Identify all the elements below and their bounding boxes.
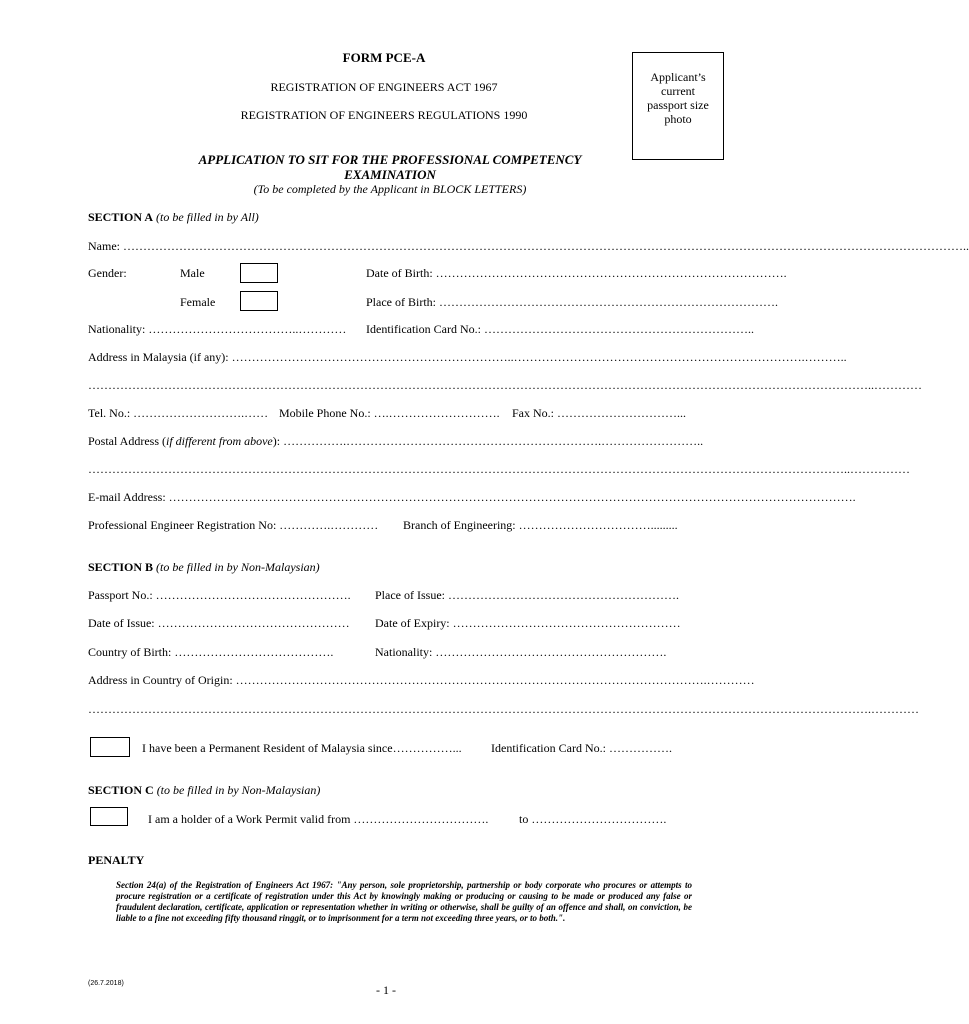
place-of-birth-field[interactable]: Place of Birth: …………………………………………………………………………. bbox=[366, 295, 778, 309]
section-b-nationality-field[interactable]: Nationality: …………………………………………………. bbox=[375, 645, 667, 659]
section-c-label: SECTION C bbox=[88, 783, 154, 797]
identification-card-field[interactable]: Identification Card No.: ………………………………………………………….. bbox=[366, 322, 754, 336]
nationality-field[interactable]: Nationality: ………………………………..………… bbox=[88, 322, 347, 336]
date-of-issue-field[interactable]: Date of Issue: ………………………………………… bbox=[88, 616, 350, 630]
permanent-resident-checkbox[interactable] bbox=[90, 737, 130, 757]
female-label: Female bbox=[180, 295, 216, 309]
pr-identification-card-field[interactable]: Identification Card No.: ……………. bbox=[491, 741, 672, 755]
male-label: Male bbox=[180, 266, 205, 280]
photo-label-line-1: Applicant’s bbox=[650, 70, 706, 84]
section-b-note: (to be filled in by Non-Malaysian) bbox=[156, 560, 320, 574]
place-of-issue-field[interactable]: Place of Issue: …………………………………………………. bbox=[375, 588, 679, 602]
mobile-phone-field[interactable]: Mobile Phone No.: ….………………………. bbox=[279, 406, 500, 420]
photo-label-line-4: photo bbox=[664, 112, 692, 126]
pe-registration-field[interactable]: Professional Engineer Registration No: ………….………… bbox=[88, 518, 379, 532]
section-c-heading bbox=[88, 783, 320, 798]
postal-address-label: Postal Address ( bbox=[88, 434, 166, 448]
male-checkbox[interactable] bbox=[240, 263, 278, 283]
fax-field[interactable]: Fax No.: …………………………... bbox=[512, 406, 686, 420]
passport-number-field[interactable]: Passport No.: …………………………………………. bbox=[88, 588, 351, 602]
malaysia-address-field[interactable]: Address in Malaysia (if any): ……………………………………………………………..……………………………………………………………….……….. bbox=[88, 350, 847, 364]
name-field[interactable]: Name: ………………………………………………………………………………………………………………………………………………………………………………………….. bbox=[88, 239, 969, 253]
gender-label: Gender: bbox=[88, 266, 127, 280]
postal-address-line-2[interactable]: ………………………………………………………………………………………………………………………………………………………………………..…………… bbox=[88, 462, 910, 476]
branch-of-engineering-field[interactable]: Branch of Engineering: ……………………………......... bbox=[403, 518, 678, 532]
photo-label-line-3: passport size bbox=[647, 98, 709, 112]
work-permit-checkbox[interactable] bbox=[90, 807, 128, 826]
postal-address-dots: ): …………….……………………………………………………….…………………….. bbox=[272, 434, 704, 448]
block-letters-instruction: (To be completed by the Applicant in BLOCK LETTERS) bbox=[253, 182, 527, 196]
work-permit-to-field[interactable]: to ……………………………. bbox=[519, 812, 667, 826]
section-a-note: (to be filled in by All) bbox=[156, 210, 259, 224]
country-of-birth-field[interactable]: Country of Birth: …………………………………. bbox=[88, 645, 334, 659]
postal-address-condition: if different from above bbox=[166, 434, 273, 448]
act-title: REGISTRATION OF ENGINEERS ACT 1967 bbox=[270, 80, 498, 94]
form-title: FORM PCE-A bbox=[342, 50, 426, 65]
work-permit-from-field[interactable]: I am a holder of a Work Permit valid from ……………………………. bbox=[148, 812, 489, 826]
penalty-text: Section 24(a) of the Registration of Engineers Act 1967: "Any person, sole proprietorship, partnership or body corporate who procures or attempts to procure registration or a certificate of registration under this Act by knowingly making or producing or causing to be made or produced any false or fraudulent declaration, certificate, application or representation whether in writing or otherwise, shall be guilty of an offence and shall, on conviction, be liable to a fine not exceeding fifty thousand ringgit, or to imprisonment for a term not exceeding three years, or to both.". bbox=[116, 880, 692, 923]
photo-label-line-2: current bbox=[661, 84, 695, 98]
penalty-heading: PENALTY bbox=[88, 853, 145, 867]
regulations-title: REGISTRATION OF ENGINEERS REGULATIONS 1990 bbox=[240, 108, 528, 122]
section-b-label: SECTION B bbox=[88, 560, 154, 574]
page-number: - 1 - bbox=[376, 983, 396, 997]
section-a-heading bbox=[88, 210, 259, 225]
date-of-birth-field[interactable]: Date of Birth: ……………………………………………………………………………. bbox=[366, 266, 787, 280]
email-field[interactable]: E-mail Address: ………………………………………………………………………………………………………………………………………………………. bbox=[88, 490, 856, 504]
female-checkbox[interactable] bbox=[240, 291, 278, 311]
passport-photo-box[interactable] bbox=[632, 52, 724, 160]
postal-address-field[interactable] bbox=[88, 434, 703, 449]
date-of-expiry-field[interactable]: Date of Expiry: ………………………………………………… bbox=[375, 616, 681, 630]
origin-address-line-2[interactable]: …………………………………………………………………………………………………………………………………………………………………………….………… bbox=[88, 702, 919, 716]
origin-address-field[interactable]: Address in Country of Origin: ……………………………………………………………………………………………………….………… bbox=[88, 673, 755, 687]
section-a-label: SECTION A bbox=[88, 210, 154, 224]
section-c-note: (to be filled in by Non-Malaysian) bbox=[156, 783, 321, 797]
permanent-resident-since-field[interactable]: I have been a Permanent Resident of Malaysia since……………... bbox=[142, 741, 462, 755]
malaysia-address-line-2[interactable]: ……………………………………………………………………………………………………………………………………………………………………………..………… bbox=[88, 378, 922, 392]
tel-field[interactable]: Tel. No.: ……………………….…… bbox=[88, 406, 269, 420]
revision-date: (26.7.2018) bbox=[88, 980, 124, 987]
application-title: APPLICATION TO SIT FOR THE PROFESSIONAL COMPETENCY EXAMINATION bbox=[198, 152, 582, 182]
section-b-heading bbox=[88, 560, 320, 575]
